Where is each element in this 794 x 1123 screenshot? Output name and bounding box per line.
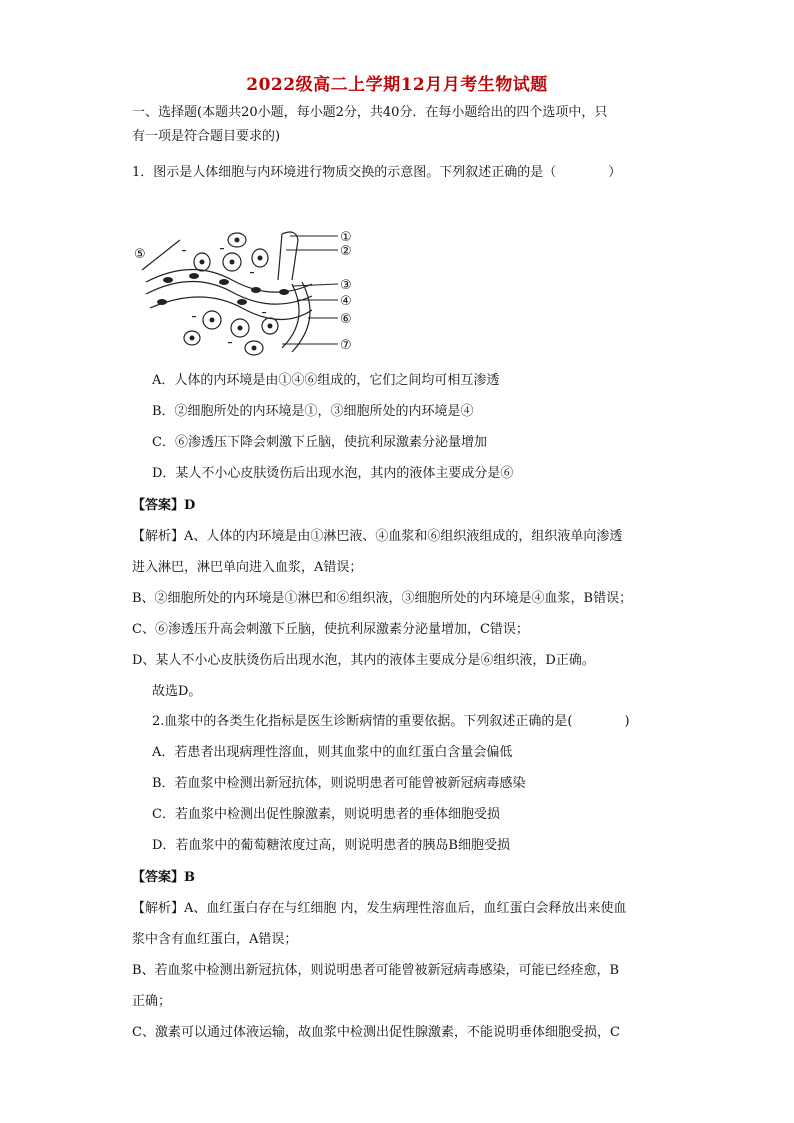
q2-analysis-line: B、若血浆中检测出新冠抗体，则说明患者可能曾被新冠病毒感染，可能已经痊愈，B bbox=[132, 963, 620, 978]
label-4: ④ bbox=[340, 294, 352, 309]
question-1-stem: 1．图示是人体细胞与内环境进行物质交换的示意图。下列叙述正确的是（ ） bbox=[132, 165, 622, 180]
label-2: ② bbox=[340, 244, 352, 259]
label-3: ③ bbox=[340, 278, 352, 293]
q1-option-a: A．人体的内环境是由①④⑥组成的，它们之间均可相互渗透 bbox=[152, 373, 500, 388]
q1-analysis-line: 【解析】A、人体的内环境是由①淋巴液、④血浆和⑥组织液组成的，组织液单向渗透 bbox=[132, 529, 623, 544]
q1-analysis-line: B、②细胞所处的内环境是①淋巴和⑥组织液，③细胞所处的内环境是④血浆，B错误； bbox=[132, 591, 633, 606]
page-title: 2022级高二上学期12月月考生物试题 bbox=[246, 75, 548, 95]
q1-analysis-line: 进入淋巴，淋巴单向进入血浆，A错误； bbox=[132, 560, 363, 575]
q2-analysis-line: 浆中含有血红蛋白，A错误； bbox=[132, 932, 298, 947]
label-6: ⑥ bbox=[340, 312, 352, 327]
q1-analysis-line: C、⑥渗透压升高会刺激下丘脑，使抗利尿激素分泌量增加，C错误； bbox=[132, 622, 529, 637]
label-7: ⑦ bbox=[340, 338, 352, 353]
label-1: ① bbox=[340, 230, 352, 245]
label-5: ⑤ bbox=[134, 247, 146, 262]
q1-answer: 【答案】D bbox=[132, 498, 196, 513]
section-heading-line-1: 一、选择题(本题共20小题，每小题2分，共40分．在每小题给出的四个选项中，只 bbox=[132, 105, 608, 120]
q1-option-b: B．②细胞所处的内环境是①，③细胞所处的内环境是④ bbox=[152, 404, 474, 419]
q1-conclusion: 故选D。 bbox=[152, 684, 202, 699]
q2-answer: 【答案】B bbox=[132, 870, 195, 885]
q2-option-b: B．若血浆中检测出新冠抗体，则说明患者可能曾被新冠病毒感染 bbox=[152, 776, 526, 791]
q2-option-a: A．若患者出现病理性溶血，则其血浆中的血红蛋白含量会偏低 bbox=[152, 745, 513, 760]
q1-option-c: C．⑥渗透压下降会刺激下丘脑，使抗利尿激素分泌量增加 bbox=[152, 435, 487, 450]
q2-option-d: D．若血浆中的葡萄糖浓度过高，则说明患者的胰岛B细胞受损 bbox=[152, 838, 510, 853]
cell-exchange-diagram bbox=[132, 220, 362, 360]
q1-analysis-line: D、某人不小心皮肤烫伤后出现水泡，其内的液体主要成分是⑥组织液，D正确。 bbox=[132, 653, 595, 668]
question-2-stem: 2.血浆中的各类生化指标是医生诊断病情的重要依据。下列叙述正确的是( ) bbox=[152, 714, 630, 729]
q1-option-d: D．某人不小心皮肤烫伤后出现水泡，其内的液体主要成分是⑥ bbox=[152, 466, 514, 481]
q2-analysis-line: 【解析】A、血红蛋白存在与红细胞 内，发生病理性溶血后，血红蛋白会释放出来使血 bbox=[132, 901, 627, 916]
q2-analysis-line: C、激素可以通过体液运输，故血浆中检测出促性腺激素，不能说明垂体细胞受损，C bbox=[132, 1025, 620, 1040]
q2-option-c: C．若血浆中检测出促性腺激素，则说明患者的垂体细胞受损 bbox=[152, 807, 500, 822]
q2-analysis-line: 正确； bbox=[132, 994, 172, 1009]
section-heading-line-2: 有一项是符合题目要求的) bbox=[132, 129, 281, 144]
